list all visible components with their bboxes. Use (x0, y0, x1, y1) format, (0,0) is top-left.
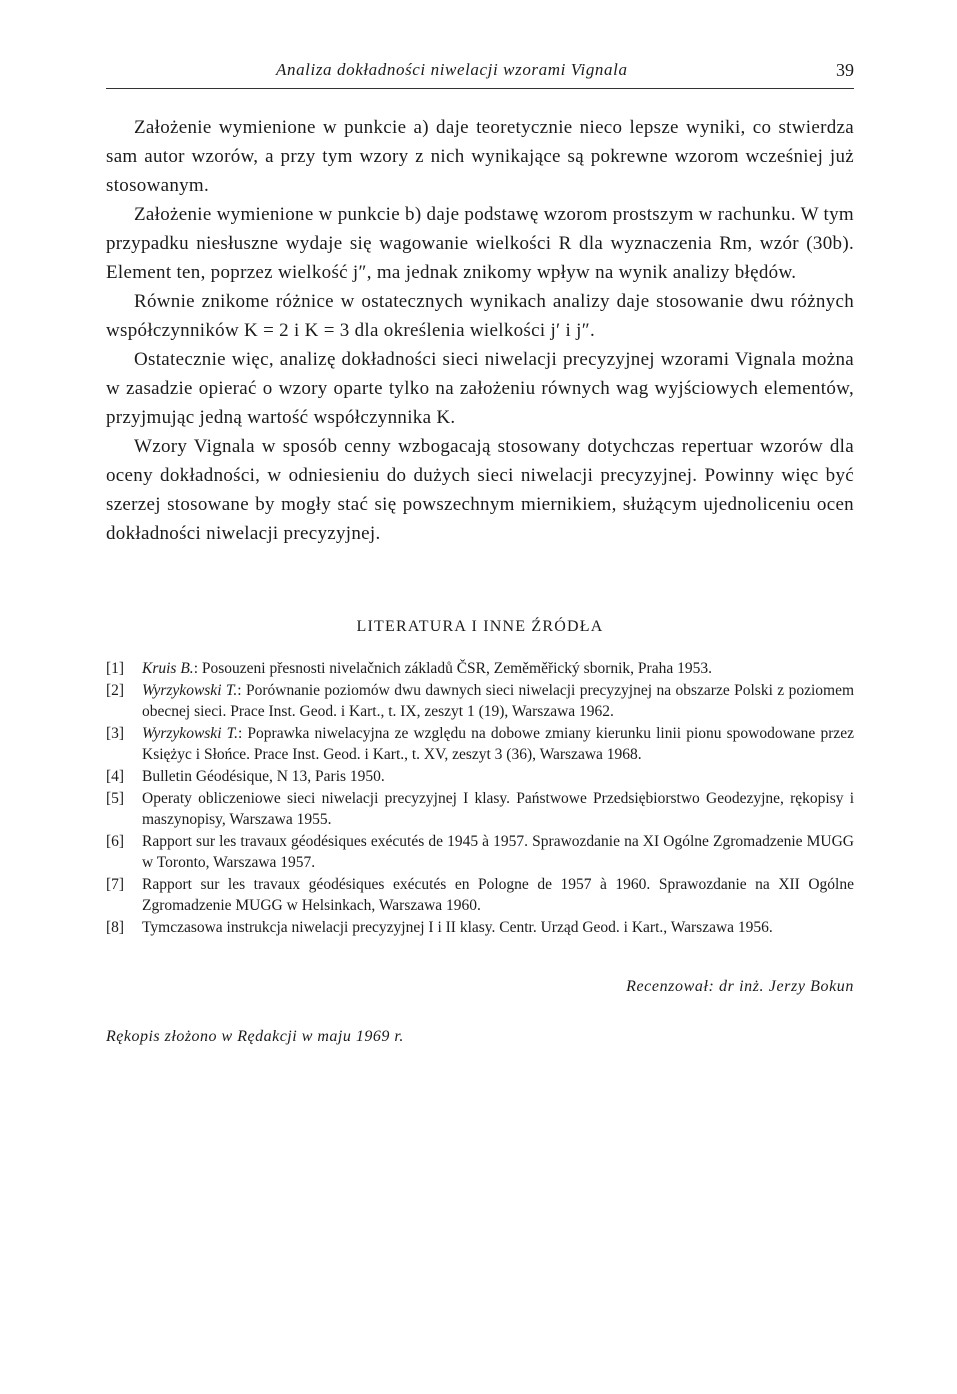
running-title: Analiza dokładności niwelacji wzorami Vignala (276, 60, 628, 79)
running-header (106, 58, 854, 89)
reference-text: Operaty obliczeniowe sieci niwelacji precyzyjnej I klasy. Państwowe Przedsiębiorstwo Geodezyjne, rękopisy i maszynopisy, Warszawa 1955. (142, 790, 854, 828)
reference-number: [1] (106, 660, 125, 677)
reference-body: : Porównanie poziomów dwu dawnych sieci niwelacji precyzyjnej na obszarze Polski z poziomem obecnej sieci. Prace Inst. Geod. i Kart., t. IX, zeszyt 1 (19), Warszawa 1962. (142, 682, 855, 720)
journal-page (106, 58, 854, 1046)
reference-body: : Posouzeni přesnosti nivelačnich základů ČSR, Zeměměřický sbornik, Praha 1953. (193, 660, 712, 677)
reference-item (106, 658, 854, 679)
reference-item (106, 788, 854, 830)
reference-number: [8] (106, 919, 125, 936)
reference-text: Bulletin Géodésique, N 13, Paris 1950. (142, 768, 385, 785)
body-text (106, 113, 854, 548)
reference-item (106, 831, 854, 873)
paragraph: Założenie wymienione w punkcie b) daje podstawę wzorom prostszym w rachunku. W tym przypadku niesłuszne wydaje się wagowanie wielkości R dla wyznaczenia Rm, wzór (30b). Element ten, poprzez wielkość j″, ma jednak znikomy wpływ na wynik analizy błędów. (106, 204, 854, 283)
reference-text (142, 658, 854, 679)
reference-text: Tymczasowa instrukcja niwelacji precyzyjnej I i II klasy. Centr. Urząd Geod. i Kart., Warszawa 1956. (142, 919, 773, 936)
page-number: 39 (836, 60, 854, 80)
reference-author: Kruis B. (142, 660, 194, 677)
reference-number: [3] (106, 725, 125, 742)
reference-item (106, 874, 854, 916)
literature-heading: LITERATURA I INNE ŹRÓDŁA (356, 618, 604, 635)
reference-text (142, 723, 854, 765)
reference-number: [2] (106, 682, 125, 699)
reference-item (106, 680, 854, 722)
reference-text: Rapport sur les travaux géodésiques exécutés de 1945 à 1957. Sprawozdanie na XI Ogólne Zgromadzenie MUGG w Toronto, Warszawa 1957. (142, 833, 854, 871)
paragraph: Równie znikome różnice w ostatecznych wynikach analizy daje stosowanie dwu różnych współczynników K = 2 i K = 3 dla określenia wielkości j′ i j″. (106, 291, 854, 341)
reference-text (142, 680, 854, 722)
reference-text: Rapport sur les travaux géodésiques exécutés en Pologne de 1957 à 1960. Sprawozdanie na XII Ogólne Zgromadzenie MUGG w Helsinkach, Warszawa 1960. (142, 876, 854, 914)
reference-item (106, 723, 854, 765)
paragraph: Wzory Vignala w sposób cenny wzbogacają stosowany dotychczas repertuar wzorów dla oceny dokładności, w odniesieniu do dużych sieci niwelacji precyzyjnej. Powinny więc być szerzej stosowane by mogły stać się powszechnym miernikiem, służącym ujednoliceniu ocen dokładności niwelacji precyzyjnej. (106, 436, 854, 544)
reviewer-note: Recenzował: dr inż. Jerzy Bokun (626, 978, 854, 995)
reference-number: [7] (106, 876, 125, 893)
reference-number: [6] (106, 833, 125, 850)
paragraph: Założenie wymienione w punkcie a) daje teoretycznie nieco lepsze wyniki, co stwierdza sam autor wzorów, a przy tym wzory z nich wynikające są pokrewne wzorom wcześniej już stosowanym. (106, 117, 854, 196)
reference-body: : Poprawka niwelacyjna ze względu na dobowe zmiany kierunku linii pionu spowodowane przez Księżyc i Słońce. Prace Inst. Geod. i Kart., t. XV, zeszyt 3 (36), Warszawa 1968. (142, 725, 855, 763)
received-note: Rękopis złożono w Rędakcji w maju 1969 r. (106, 1028, 404, 1045)
reference-number: [4] (106, 768, 125, 785)
reference-item (106, 917, 854, 938)
reference-item (106, 766, 854, 787)
reference-number: [5] (106, 790, 125, 807)
paragraph: Ostatecznie więc, analizę dokładności sieci niwelacji precyzyjnej wzorami Vignala można w zasadzie opierać o wzory oparte tylko na założeniu równych wag wyjściowych elementów, przyjmując jedną wartość współczynnika K. (106, 349, 854, 428)
reference-author: Wyrzykowski T. (142, 725, 238, 742)
reference-list (106, 658, 854, 938)
reference-author: Wyrzykowski T. (142, 682, 238, 699)
